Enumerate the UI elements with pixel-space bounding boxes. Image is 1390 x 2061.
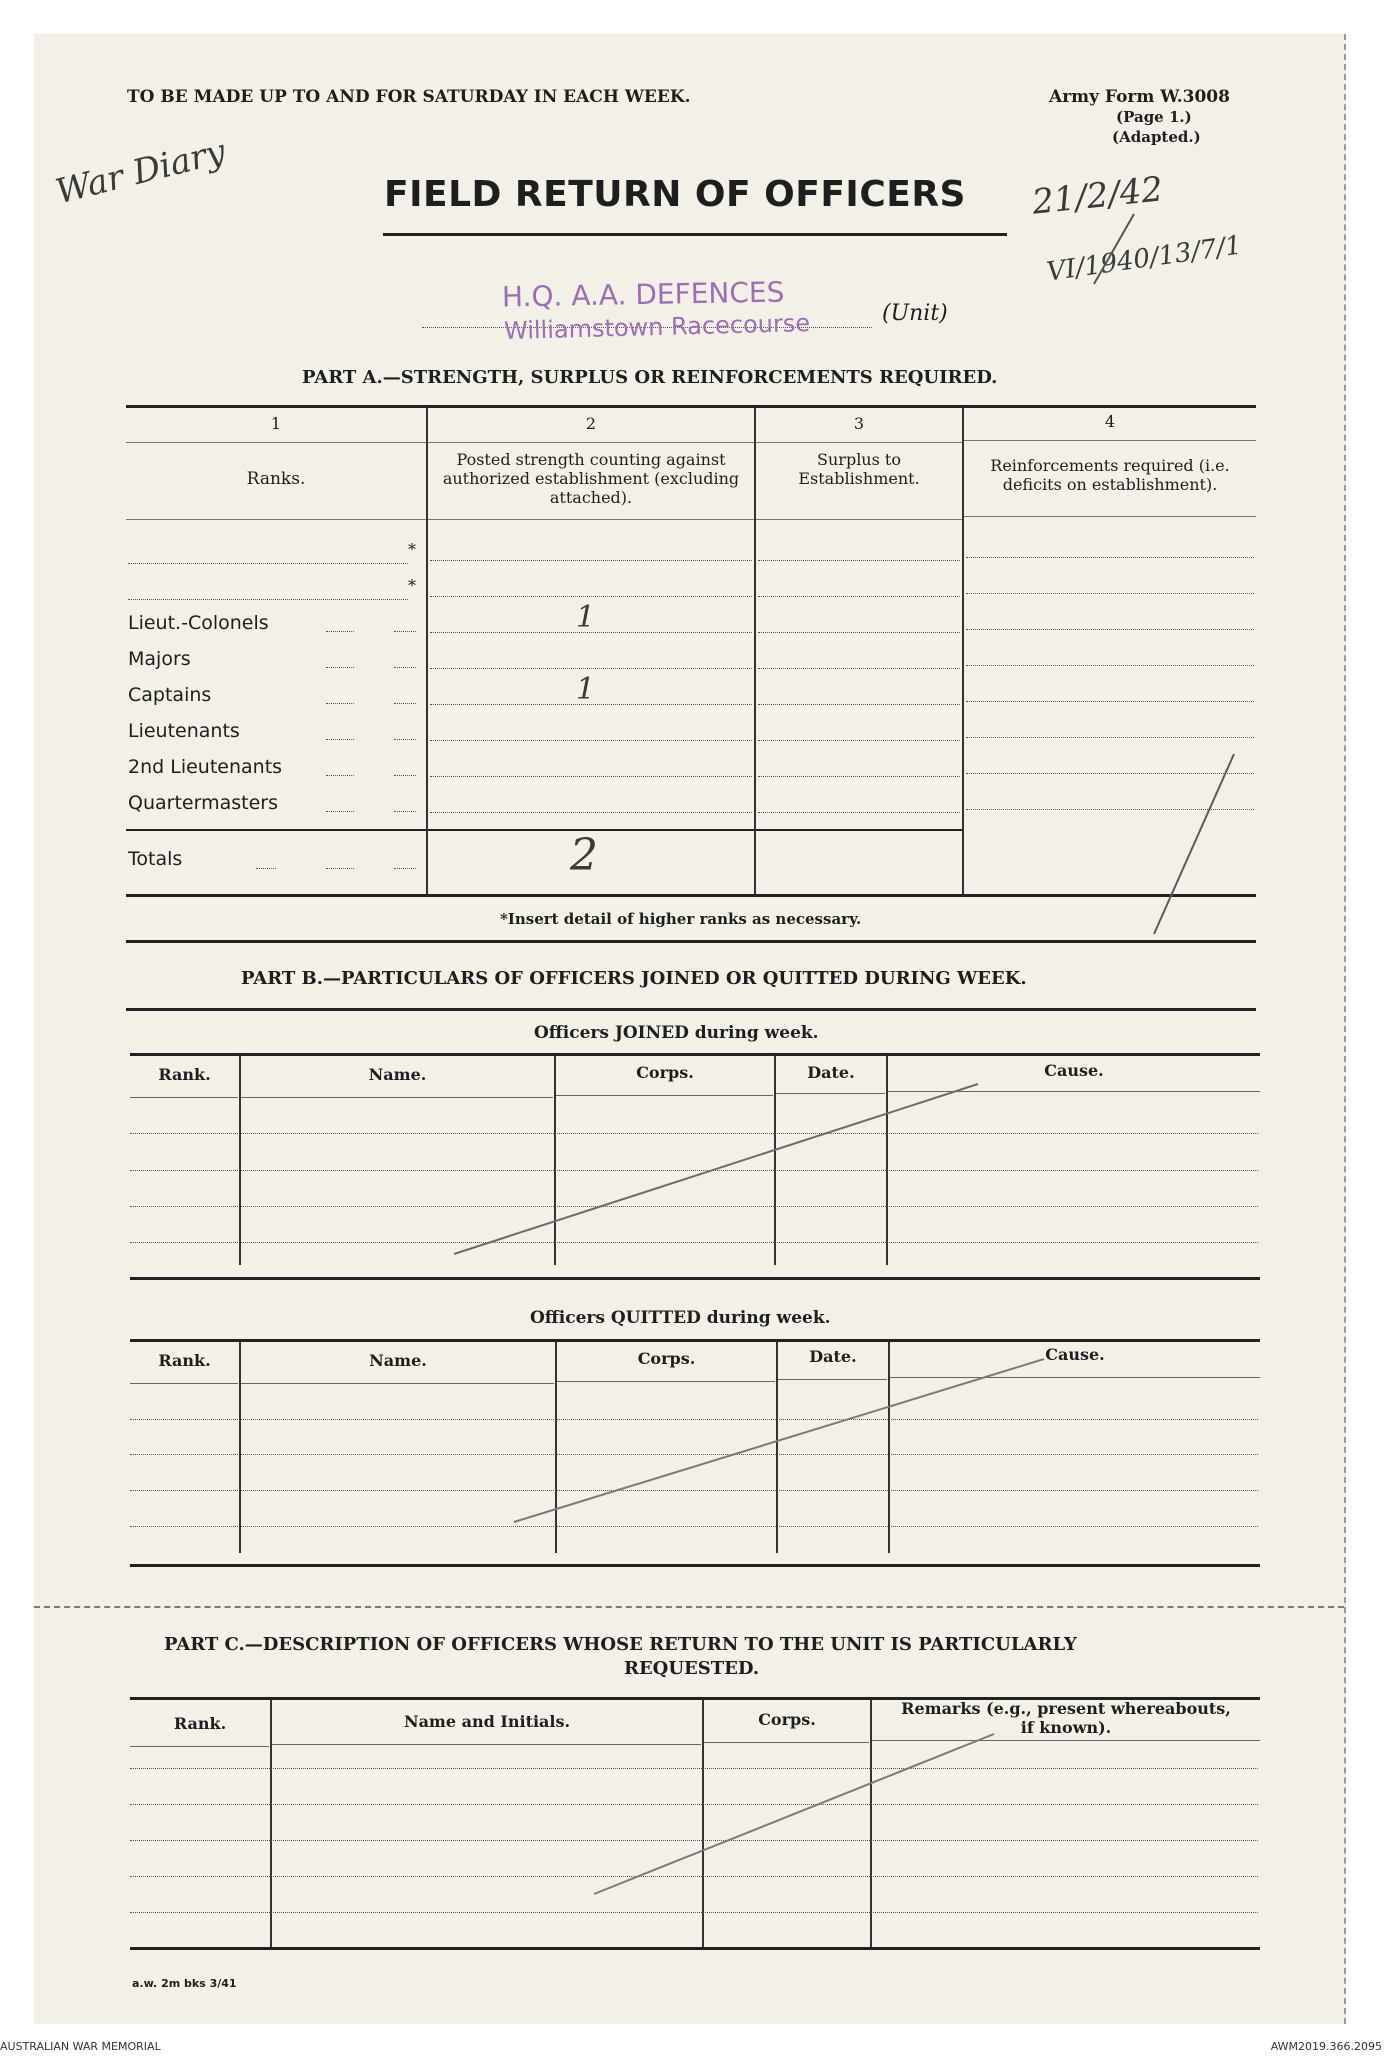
- form-sheet: [34, 34, 1346, 2024]
- quitted-title: Officers QUITTED during week.: [530, 1308, 831, 1328]
- joined-header-date: Date.: [807, 1063, 855, 1082]
- form-page: (Page 1.): [1116, 108, 1192, 126]
- pencil-cross-out-part-c: [594, 1734, 994, 1894]
- pencil-stroke-right: [1154, 754, 1234, 934]
- stamp-line-1: H.Q. A.A. DEFENCES: [501, 275, 785, 314]
- page-title: FIELD RETURN OF OFFICERS: [384, 174, 966, 215]
- handwritten-reference: VI/1940/13/7/1: [1044, 230, 1244, 288]
- quitted-header-date: Date.: [809, 1347, 857, 1366]
- quitted-header-corps: Corps.: [637, 1349, 696, 1368]
- header-ranks: Ranks.: [246, 469, 306, 489]
- footer-right: AWM2019.366.2095: [1270, 2040, 1382, 2053]
- posted-captains-value: 1: [576, 672, 596, 707]
- pencil-cross-out-quitted: [514, 1359, 1044, 1522]
- print-code: a.w. 2m bks 3/41: [132, 1977, 237, 1990]
- part-c-title-line-2: REQUESTED.: [624, 1658, 760, 1679]
- pencil-marks: [34, 34, 1344, 2024]
- header-posted-strength: Posted strength counting against authorized establishment (excluding attached).: [442, 450, 740, 507]
- rank-label-quartermasters: Quartermasters: [128, 792, 278, 814]
- star-marker-2: *: [408, 576, 416, 595]
- footer-left: AUSTRALIAN WAR MEMORIAL: [0, 2040, 161, 2053]
- form-adapted: (Adapted.): [1112, 128, 1201, 146]
- totals-value: 2: [570, 830, 598, 881]
- part-a-footnote: *Insert detail of higher ranks as necessary.: [500, 910, 862, 928]
- part-b-title: PART B.—PARTICULARS OF OFFICERS JOINED OR QUITTED DURING WEEK.: [241, 968, 1027, 989]
- form-number: Army Form W.3008: [1049, 87, 1230, 107]
- part-c-header-rank: Rank.: [173, 1714, 227, 1733]
- header-surplus: Surplus to Establishment.: [798, 450, 920, 488]
- joined-header-rank: Rank.: [158, 1065, 211, 1084]
- header-reinforcements: Reinforcements required (i.e. deficits on establishment).: [990, 456, 1230, 494]
- joined-header-name: Name.: [368, 1065, 427, 1084]
- instruction-text: TO BE MADE UP TO AND FOR SATURDAY IN EACH WEEK.: [127, 87, 691, 107]
- part-c-title-line-1: PART C.—DESCRIPTION OF OFFICERS WHOSE RETURN TO THE UNIT IS PARTICULARLY: [164, 1634, 1077, 1655]
- stamp-line-2: Williamstown Racecourse: [503, 308, 811, 346]
- pencil-cross-out-joined: [454, 1084, 978, 1254]
- rank-label-captains: Captains: [128, 684, 212, 706]
- handwritten-war-diary: War Diary: [51, 131, 230, 213]
- joined-header-cause: Cause.: [1044, 1061, 1104, 1080]
- col-number-1: 1: [270, 414, 282, 433]
- totals-label: Totals: [128, 848, 183, 870]
- rank-label-lieutenants: Lieutenants: [128, 720, 240, 742]
- part-c-header-remarks-1: Remarks (e.g., present whereabouts,: [901, 1699, 1231, 1718]
- col-number-2: 2: [585, 414, 597, 433]
- col-number-3: 3: [853, 414, 865, 433]
- joined-header-corps: Corps.: [636, 1063, 694, 1082]
- quitted-header-rank: Rank.: [158, 1351, 211, 1370]
- part-c-header-remarks-2: if known).: [1020, 1718, 1112, 1737]
- star-marker-1: *: [408, 540, 416, 559]
- rank-label-lieut-colonels: Lieut.-Colonels: [128, 612, 269, 634]
- part-a-title: PART A.—STRENGTH, SURPLUS OR REINFORCEMENTS REQUIRED.: [302, 367, 998, 388]
- col-number-4: 4: [1104, 412, 1116, 431]
- rank-label-majors: Majors: [128, 648, 191, 670]
- quitted-header-name: Name.: [369, 1351, 427, 1370]
- rank-label-2nd-lieutenants: 2nd Lieutenants: [128, 756, 283, 778]
- posted-lieut-colonels-value: 1: [576, 600, 596, 635]
- unit-label: (Unit): [882, 301, 948, 326]
- joined-title: Officers JOINED during week.: [534, 1023, 819, 1043]
- quitted-header-cause: Cause.: [1045, 1345, 1105, 1364]
- handwritten-date: 21/2/42: [1030, 169, 1165, 223]
- part-c-header-name: Name and Initials.: [403, 1712, 571, 1731]
- part-c-header-corps: Corps.: [758, 1710, 816, 1729]
- pencil-slash-ref: [1094, 214, 1134, 284]
